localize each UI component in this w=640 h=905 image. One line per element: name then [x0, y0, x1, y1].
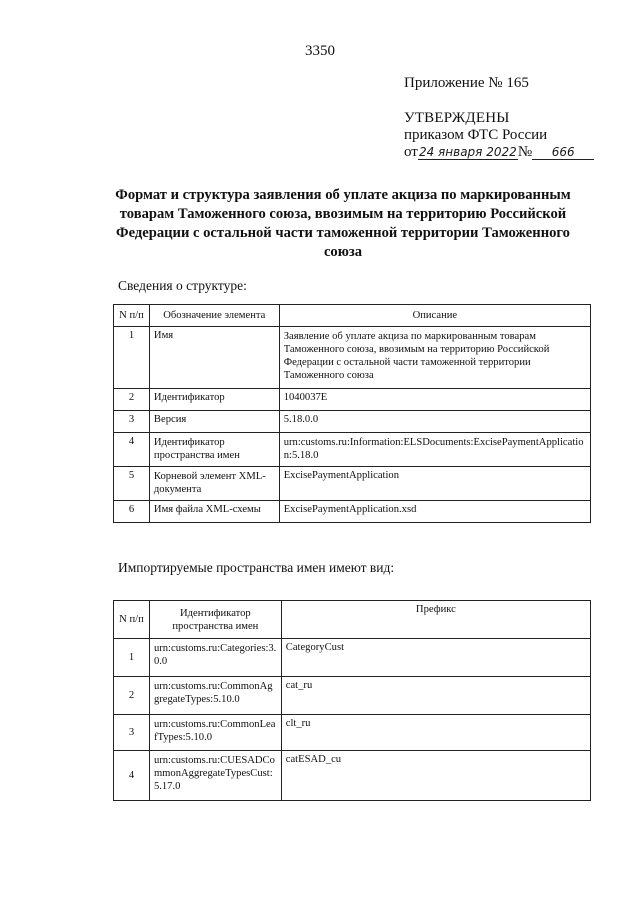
element-description: Заявление об уплате акциза по маркированным товарам Таможенного союза, ввозимым на территорию Российской Федерации с остальной части таможенной территории Таможенного союза [279, 327, 590, 389]
element-description: urn:customs.ru:Information:ELSDocuments:ExcisePaymentApplication:5.18.0 [279, 433, 590, 467]
column-header: Обозначение элемента [149, 305, 279, 327]
row-number: 6 [114, 501, 150, 523]
structure-table [113, 304, 591, 523]
appendix-label: Приложение № 165 [404, 75, 529, 91]
column-header: Префикс [281, 601, 590, 639]
structure-section-label: Сведения о структуре: [118, 278, 247, 293]
row-number: 5 [114, 467, 150, 501]
order-by-label: приказом ФТС России [404, 127, 548, 143]
namespaces-header-row [114, 601, 591, 639]
document-title: Формат и структура заявления об уплате акциза по маркированным товарам Таможенного союза, ввозимым на территорию Российской Федерации с остальной части таможенной территории Таможенного союза [115, 187, 571, 260]
row-number: 1 [114, 327, 150, 389]
element-name: Корневой элемент XML-документа [149, 467, 279, 501]
element-description: ExcisePaymentApplication [279, 467, 590, 501]
namespace-id: urn:customs.ru:CommonAggregateTypes:5.10.0 [149, 677, 281, 715]
namespace-id: urn:customs.ru:CUESADCommonAggregateTypesCust:5.17.0 [149, 751, 281, 801]
row-number: 2 [114, 677, 150, 715]
row-number: 1 [114, 639, 150, 677]
order-number-label: № [517, 144, 533, 160]
structure-header-row [114, 305, 591, 327]
table-row [114, 639, 591, 677]
order-date-handwritten: 24 января 2022 [418, 145, 517, 159]
table-row [114, 501, 591, 523]
namespace-prefix: catESAD_cu [281, 751, 590, 801]
column-header: Идентификатор пространства имен [149, 601, 281, 639]
namespaces-section-label: Импортируемые пространства имен имеют вид: [118, 560, 395, 575]
table-row [114, 327, 591, 389]
order-number-handwritten: 666 [532, 145, 594, 160]
element-name: Имя файла XML-схемы [149, 501, 279, 523]
namespace-id: urn:customs.ru:Categories:3.0.0 [149, 639, 281, 677]
page-number: 3350 [305, 43, 335, 59]
table-row [114, 467, 591, 501]
namespace-prefix: CategoryCust [281, 639, 590, 677]
order-from-label: от [404, 144, 418, 160]
row-number: 2 [114, 389, 150, 411]
element-name: Идентификатор [149, 389, 279, 411]
element-description: 5.18.0.0 [279, 411, 590, 433]
namespace-id: urn:customs.ru:CommonLeafTypes:5.10.0 [149, 715, 281, 751]
element-description: 1040037E [279, 389, 590, 411]
namespace-prefix: cat_ru [281, 677, 590, 715]
table-row [114, 715, 591, 751]
column-header: N п/п [114, 305, 150, 327]
approved-label: УТВЕРЖДЕНЫ [404, 110, 510, 126]
table-row [114, 433, 591, 467]
element-name: Идентификатор пространства имен [149, 433, 279, 467]
namespaces-table [113, 600, 591, 801]
row-number: 4 [114, 433, 150, 467]
row-number: 4 [114, 751, 150, 801]
element-name: Версия [149, 411, 279, 433]
table-row [114, 411, 591, 433]
column-header: N п/п [114, 601, 150, 639]
order-date-line [404, 144, 594, 161]
table-row [114, 677, 591, 715]
row-number: 3 [114, 715, 150, 751]
element-description: ExcisePaymentApplication.xsd [279, 501, 590, 523]
table-row [114, 389, 591, 411]
column-header: Описание [279, 305, 590, 327]
namespace-prefix: clt_ru [281, 715, 590, 751]
row-number: 3 [114, 411, 150, 433]
table-row [114, 751, 591, 801]
element-name: Имя [149, 327, 279, 389]
